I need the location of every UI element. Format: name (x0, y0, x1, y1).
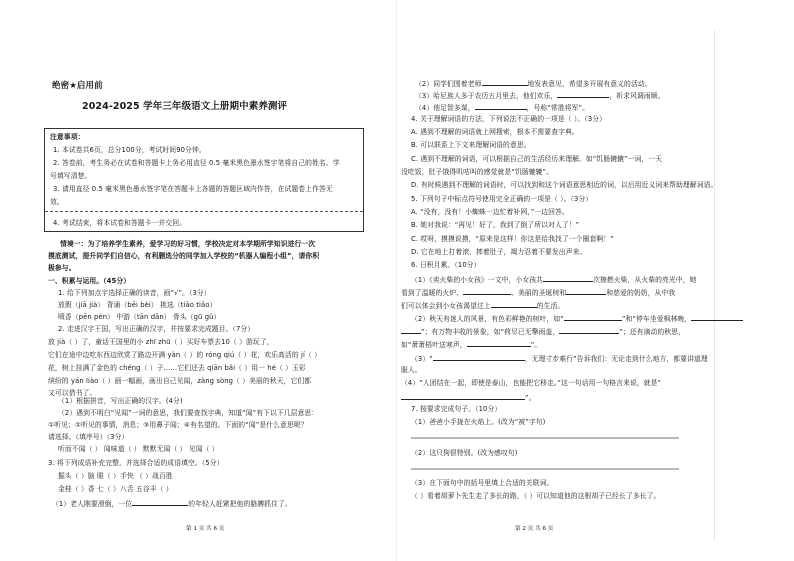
notice-line: 3. 请用直径 0.5 毫米黑色墨水签字笔在答题卡上各题的答题区域内作答，在试题卷上作答无 (53, 185, 333, 193)
question-4: 4. 关于理解词语的方法，下列说法不正确的一项是（ ）。（3分） (411, 115, 607, 123)
sentence-text: 们可以体会到小女孩渴望过上 (401, 302, 491, 310)
subquestion: （1）爸爸小手拢在火焰上。(改为“被”字句) (411, 418, 546, 426)
exam-title: 2024-2025 学年三年级语文上册期中素养测评 (82, 101, 288, 112)
sentence-text: ”和“停车坐爱枫林晚， (621, 315, 692, 323)
notice-line: 效。 (50, 198, 64, 206)
notice-line: 4. 考试结束，将本试卷和答题卡一并交回。 (53, 219, 187, 227)
page-number: 第 1 页 共 6 页 (186, 526, 225, 532)
scenario-intro-line: 摸底测试，提升同学们自信心，有利删选分的同学加入学校的“机器人编程小组”，请你积 (48, 252, 320, 260)
sentence-text: ”。 (530, 341, 542, 349)
confidential-mark: 绝密★启用前 (52, 81, 103, 91)
scenario-intro-line: 极参与。 (48, 264, 76, 272)
answer-lines (397, 0, 794, 561)
option: A. “没有，没有！小蜘蛛一边忙着补网，”一边回答。 (411, 208, 569, 216)
notice-line: 2. 答卷前，考生务必在试卷和答题卡上务必用直径 0.5 毫米黑色墨水签字笔将自己的姓名、学 (53, 159, 340, 167)
question-1: 1. 给下列加点字选择正确的读音，画“√”。（3分） (58, 289, 211, 297)
question-5: 5. 下列句子中标点符号使用完全正确的一项是（ ）。（3分） (411, 195, 593, 203)
subquestion: ①听见；②听见的事情，消息；③用鼻子闻；④有名望的。下面的“闻”是什么意思呢？ (48, 421, 308, 429)
sentence-text: 的生活。 (536, 302, 565, 310)
exam-page-2 (397, 0, 794, 561)
subquestion: （2）遇到不明白“见闻”一词的意思，我们要查找字典，知道“闻”有下以下几层意思： (58, 409, 319, 417)
sentence-text: 、美丽的圣诞树和 (511, 289, 567, 297)
option: C. 哎呀，摸摸说摸，“原来是这样！你这是给我找了一个圈套啊！” (411, 235, 614, 243)
sentence-text: ，号称“常胜将军”。 (526, 104, 590, 112)
subquestion: （2）这只狗很特别。(改为感叹句) (411, 449, 518, 457)
passage-line: 花，树上挂满了金色的 chéng（ ）子……它们还去 qiān bǎi（ ）用一 hé（ ）玉彩 (48, 364, 306, 372)
sentence-text: 次擦燃火柴，从火柴的亮光中，她 (593, 276, 697, 284)
sentence-text: ，祈求风调雨顺。 (609, 92, 665, 100)
sentence-text: （3）“ (411, 355, 433, 363)
option: 没吃饭，肚子饿得叽咕叫的感觉就是“饥肠辘辘”。 (401, 168, 554, 176)
question-3: 3. 将下列成语补充完整，并选择合适的成语填空。（5分） (48, 459, 224, 467)
sentence-text: （2）同学们围着老师 (415, 80, 482, 88)
pinyin-row: 喷香（pēn pèn） 中游（tān dān） 骨头（gū gǔ） (58, 313, 221, 321)
passage-line: 又可以借书了。 (48, 389, 97, 397)
option: D. 有时候遇到不理解的词语时，可以找到和这个词语意思相近的词，以后用近义词来帮助理解词语。 (411, 181, 718, 189)
option: C. 遇到不理解的词语，可以根据自己的生活经历来理解。如“饥肠辘辘”一词，一天 (411, 155, 663, 163)
question-7: 7. 按要求完成句子。（10分） (411, 405, 502, 413)
notice-heading: 注意事项： (50, 133, 85, 141)
sentence-text: 看到了温暖的火炉、 (401, 289, 464, 297)
option: B. 她对我说：“再见！好了，我到了倒了所以对人了！” (411, 221, 580, 229)
sentence-text: （3）哈尼族人多于农历五月里去，他们欢乐， (415, 92, 558, 100)
page-number: 第 2 页 共 6 页 (515, 526, 554, 532)
pinyin-row: 放假（jiā jià） 背诵（bēi bèi） 挑选（tiāo tiǎo） (58, 301, 217, 309)
passage-line: 放 jià（ ）了，童话王国里的小 zhī zhū（ ）买好车票去10（ ）游玩了， (48, 338, 274, 346)
fill-in-sentence: （ ）看着胡萝卜先生走了多长的路，（ ）可以知道他的这根胡子已经长了多长了。 (411, 492, 661, 500)
notice-divider (45, 211, 363, 212)
subquestion: 请选择。（填序号）（3分） (48, 433, 129, 441)
option: B. 可以联系上下文来理解词语的意思。 (411, 141, 531, 149)
sentence-text: 的年轻人赶紧把他的胳膊抓住了。 (188, 500, 292, 508)
notice-line: 号填写清楚。 (50, 172, 92, 180)
sentence-text: ”；有万物丰收的景象，如“荷尽已无擎雨盖， (421, 328, 560, 336)
idiom-row: 金桂（ ）香 七（ ）八舌 五谷丰（ ） (58, 485, 173, 493)
sentence-text: 和慈爱的奶奶，从中我 (606, 289, 676, 297)
question-2: 2. 走进汉字王国，写出正确的汉字，并按要求完成题目。（7分） (58, 325, 255, 333)
sentence-text: （4）“人团结在一起，即使是泰山，也能把它移走。”这一句话用一句格言来说，就是“ (401, 379, 662, 387)
notice-box (44, 128, 364, 232)
sentence-text: （4）他足智多谋， (415, 104, 475, 112)
question-6: 6. 日积月累。（10分） (411, 261, 481, 269)
passage-line: 它们在途中边吃东西边欣赏了路边开满 yàn（ ）的 róng qiú（ ）花，欢乐高活的 jí（ ） (48, 351, 322, 359)
subquestion: （1）根据拼音，写出正确的汉字。(4分) (58, 397, 183, 405)
sentence-text: （2）秋天有迷人的风景，有色彩鲜艳的树叶，如“ (411, 315, 564, 323)
idiom-row: 掘头（ ）脑 眼（ ）手快 （ ）战百胜 (58, 472, 173, 480)
sentence-text: ”；还有滴动的秋思， (619, 328, 685, 336)
sentence-text: ”。 (525, 394, 536, 402)
subquestion: （3）在下面句中的括号里填上合适的关联词。 (411, 479, 554, 487)
sentence-text: 地发表意见，希望多开展有意义的活动。 (527, 80, 652, 88)
option: A. 遇到不理解的词语就上网搜索，根本不需要查字典。 (411, 128, 579, 136)
sentence-text: 服人。 (401, 366, 422, 374)
sentence-text: 如“萧萧梧叶送寒声， (401, 341, 467, 349)
passage-line: 缤纷的 yán liào（ ）画一幅画，画出自己见闻，zàng sòng（ ）美丽的秋天，它们都 (48, 377, 312, 385)
section-heading: 一、积累与运用。（45分） (48, 277, 131, 285)
word-choices: 听而不闻（ ） 闻味道（ ） 默默无闻（ ） 见闻（ ） (58, 445, 219, 453)
notice-line: 1. 本试卷共6页，总分100分，考试时间90分钟。 (53, 146, 206, 154)
scenario-intro-line: 情境一：为了培养学生素养，爱学习的好习惯，学校决定对本学期所学知识进行一次 (60, 240, 316, 248)
sentence-text: （1）老人刚要滑倒，一位 (52, 500, 133, 508)
fill-in-sentence (52, 499, 292, 508)
answer-blank[interactable] (132, 499, 188, 506)
option: D. 它在地上打着滚、摔着肚子，竭力忍着不要发出声来。 (411, 248, 587, 256)
sentence-text: （1）《卖火柴的小女孩》一文中，小女孩共 (411, 276, 544, 284)
sentence-text: ，无理寸步难行”告诉我们：无论走到什么地方，都要讲道理 (524, 355, 708, 363)
